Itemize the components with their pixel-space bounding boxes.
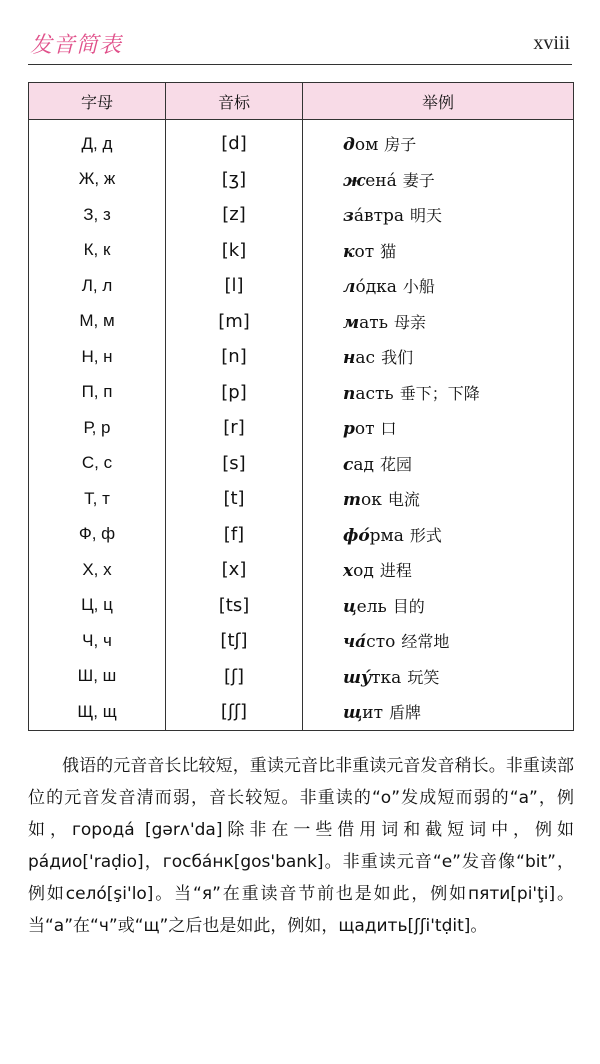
ipa-cell <box>166 197 303 233</box>
ipa-cell <box>166 694 303 730</box>
example-highlight: р <box>343 419 355 440</box>
example-cell <box>303 339 574 375</box>
ipa-symbol: [n] <box>221 346 247 368</box>
letter-pair: Ц, ц <box>81 595 113 615</box>
example-cell <box>303 410 574 446</box>
letter-cell <box>29 339 166 375</box>
example-translation: 形式 <box>409 525 442 545</box>
example-highlight: фо́ <box>343 525 370 546</box>
letter-cell <box>29 552 166 588</box>
ipa-cell <box>166 552 303 588</box>
example-cell <box>303 552 574 588</box>
ipa-cell <box>166 446 303 482</box>
letter-pair: З, з <box>83 204 111 224</box>
ipa-symbol: [z] <box>222 204 246 226</box>
letter-pair: М, м <box>79 311 115 331</box>
example-translation: 妻子 <box>402 170 435 190</box>
letter-cell <box>29 233 166 269</box>
ipa-symbol: [r] <box>223 417 245 439</box>
letter-pair: Щ, щ <box>77 701 117 721</box>
ipa-symbol: [ts] <box>218 594 250 616</box>
example-highlight: д <box>343 135 355 156</box>
example-translation: 盾牌 <box>389 703 422 723</box>
explanation-paragraph <box>28 750 574 942</box>
example-cell <box>303 446 574 482</box>
letter-cell <box>29 694 166 730</box>
example-rest: о́дка <box>355 277 397 298</box>
ipa-cell <box>166 233 303 269</box>
example-cell <box>303 197 574 233</box>
ipa-symbol: [ʃ] <box>223 665 245 687</box>
ipa-symbol: [ʒ] <box>221 168 247 190</box>
example-highlight: к <box>343 241 355 262</box>
ipa-cell <box>166 623 303 659</box>
example-cell <box>303 588 574 624</box>
column-header-letter: 字母 <box>29 83 166 120</box>
example-rest: ом <box>354 135 379 156</box>
example-cell <box>303 481 574 517</box>
letter-cell <box>29 268 166 304</box>
example-cell <box>303 304 574 340</box>
table-header-row <box>29 83 574 120</box>
table-row <box>29 120 574 162</box>
example-translation: 房子 <box>384 135 417 155</box>
example-highlight: т <box>343 490 361 511</box>
letter-pair: Ш, ш <box>77 666 117 686</box>
letter-cell <box>29 410 166 446</box>
example-rest: асть <box>355 383 394 404</box>
example-cell <box>303 623 574 659</box>
example-rest: ена́ <box>365 170 397 191</box>
example-cell <box>303 162 574 198</box>
ipa-symbol: [l] <box>224 275 244 297</box>
ipa-symbol: [k] <box>221 239 247 261</box>
letter-pair: С, с <box>81 453 113 473</box>
ipa-symbol: [m] <box>218 310 250 332</box>
letter-cell <box>29 162 166 198</box>
example-translation: 明天 <box>410 206 443 226</box>
example-highlight: м <box>343 312 360 333</box>
ipa-symbol: [ʃʃ] <box>220 701 248 723</box>
example-rest: ит <box>362 703 384 724</box>
example-highlight: з <box>343 206 354 227</box>
example-rest: а́втра <box>353 206 404 227</box>
table-row <box>29 339 574 375</box>
letter-pair: Р, р <box>83 417 111 437</box>
letter-cell <box>29 120 166 162</box>
ipa-cell <box>166 304 303 340</box>
ipa-cell <box>166 410 303 446</box>
table-row <box>29 481 574 517</box>
example-translation: 玩笑 <box>407 667 440 687</box>
example-highlight: х <box>343 561 354 582</box>
ipa-symbol: [d] <box>221 133 247 155</box>
letter-cell <box>29 481 166 517</box>
ipa-cell <box>166 339 303 375</box>
ipa-cell <box>166 588 303 624</box>
example-cell <box>303 517 574 553</box>
letter-pair: Ж, ж <box>78 169 116 189</box>
page-number: xviii <box>533 32 570 54</box>
ipa-symbol: [p] <box>221 381 247 403</box>
table-row <box>29 197 574 233</box>
example-translation: 母亲 <box>393 312 426 332</box>
letter-pair: Ф, ф <box>78 524 116 544</box>
example-translation: 目的 <box>392 596 425 616</box>
example-rest: ас <box>355 348 376 369</box>
column-header-ipa: 音标 <box>166 83 303 120</box>
example-highlight: щ <box>343 703 363 724</box>
example-highlight: л <box>343 277 356 298</box>
example-rest: ад <box>353 454 374 475</box>
table-row <box>29 588 574 624</box>
example-highlight: с <box>343 454 354 475</box>
example-translation: 口 <box>380 419 397 439</box>
example-translation: 小船 <box>402 277 435 297</box>
example-rest: рма <box>369 525 404 546</box>
letter-pair: Х, х <box>82 559 112 579</box>
example-cell <box>303 375 574 411</box>
example-rest: ок <box>361 490 382 511</box>
example-translation: 经常地 <box>401 632 450 652</box>
example-highlight: н <box>343 348 356 369</box>
example-rest: ель <box>356 596 387 617</box>
section-title: 发音简表 <box>30 33 123 58</box>
letter-pair: П, п <box>81 382 113 402</box>
example-rest: од <box>353 561 374 582</box>
table-row <box>29 623 574 659</box>
example-rest: тка <box>371 667 402 688</box>
table-row <box>29 375 574 411</box>
ipa-cell <box>166 659 303 695</box>
ipa-cell <box>166 481 303 517</box>
example-cell <box>303 233 574 269</box>
letter-pair: Д, д <box>81 133 113 153</box>
example-highlight: ц <box>343 596 357 617</box>
example-rest: сто <box>366 632 396 653</box>
example-translation: 进程 <box>379 561 412 581</box>
ipa-symbol: [tʃ] <box>220 630 248 652</box>
example-highlight: п <box>343 383 356 404</box>
example-rest: от <box>354 419 375 440</box>
letter-cell <box>29 588 166 624</box>
table-row <box>29 162 574 198</box>
ipa-cell <box>166 162 303 198</box>
letter-pair: Т, т <box>84 488 110 508</box>
ipa-cell <box>166 120 303 162</box>
table-row <box>29 552 574 588</box>
example-highlight: шу́ <box>343 667 372 688</box>
example-highlight: ж <box>343 170 366 191</box>
table-row <box>29 268 574 304</box>
table-row <box>29 659 574 695</box>
pronunciation-table <box>28 82 574 731</box>
letter-cell <box>29 197 166 233</box>
example-cell <box>303 694 574 730</box>
letter-pair: К, к <box>83 240 111 260</box>
ipa-symbol: [s] <box>222 452 246 474</box>
page-header <box>28 24 572 65</box>
letter-cell <box>29 517 166 553</box>
table-row <box>29 694 574 730</box>
table-row <box>29 517 574 553</box>
example-cell <box>303 268 574 304</box>
example-translation: 花园 <box>379 454 412 474</box>
example-rest: от <box>354 241 375 262</box>
ipa-cell <box>166 517 303 553</box>
letter-pair: Л, л <box>81 275 113 295</box>
letter-cell <box>29 446 166 482</box>
ipa-symbol: [f] <box>223 523 245 545</box>
example-cell <box>303 659 574 695</box>
letter-cell <box>29 659 166 695</box>
table-row <box>29 410 574 446</box>
ipa-symbol: [x] <box>221 559 247 581</box>
letter-cell <box>29 304 166 340</box>
example-translation: 猫 <box>380 241 397 261</box>
ipa-cell <box>166 268 303 304</box>
paragraph-text: 俄语的元音音长比较短，重读元音比非重读元音发音稍长。非重读部位的元音发音清而弱，音长较短。非重读的“о”发成短而弱的“а”，例如，города́ [gərʌ'da]除非在一些借用词和截短词中，例如ра́дио['raḍio]，госба́нк[gos'bank]。非重读元音“е”发音像“bit”，例如село́[şi'lo]。当“я”在重读音节前也是如此，例如пяти[pi'ţi]。当“а”在“ч”或“щ”之后也是如此，例如，щадить[ʃʃi'tḍit]。 <box>28 756 574 936</box>
table-row <box>29 446 574 482</box>
letter-cell <box>29 375 166 411</box>
ipa-symbol: [t] <box>223 488 245 510</box>
letter-pair: Н, н <box>81 346 113 366</box>
ipa-cell <box>166 375 303 411</box>
example-translation: 电流 <box>387 490 420 510</box>
column-header-example: 举例 <box>303 83 574 120</box>
table-body <box>29 120 574 731</box>
letter-pair: Ч, ч <box>82 630 112 650</box>
example-cell <box>303 120 574 162</box>
example-translation: 我们 <box>381 348 414 368</box>
letter-cell <box>29 623 166 659</box>
table-row <box>29 233 574 269</box>
example-rest: ать <box>359 312 388 333</box>
example-translation: 垂下；下降 <box>399 383 480 403</box>
table-row <box>29 304 574 340</box>
example-highlight: ча́ <box>343 632 367 653</box>
